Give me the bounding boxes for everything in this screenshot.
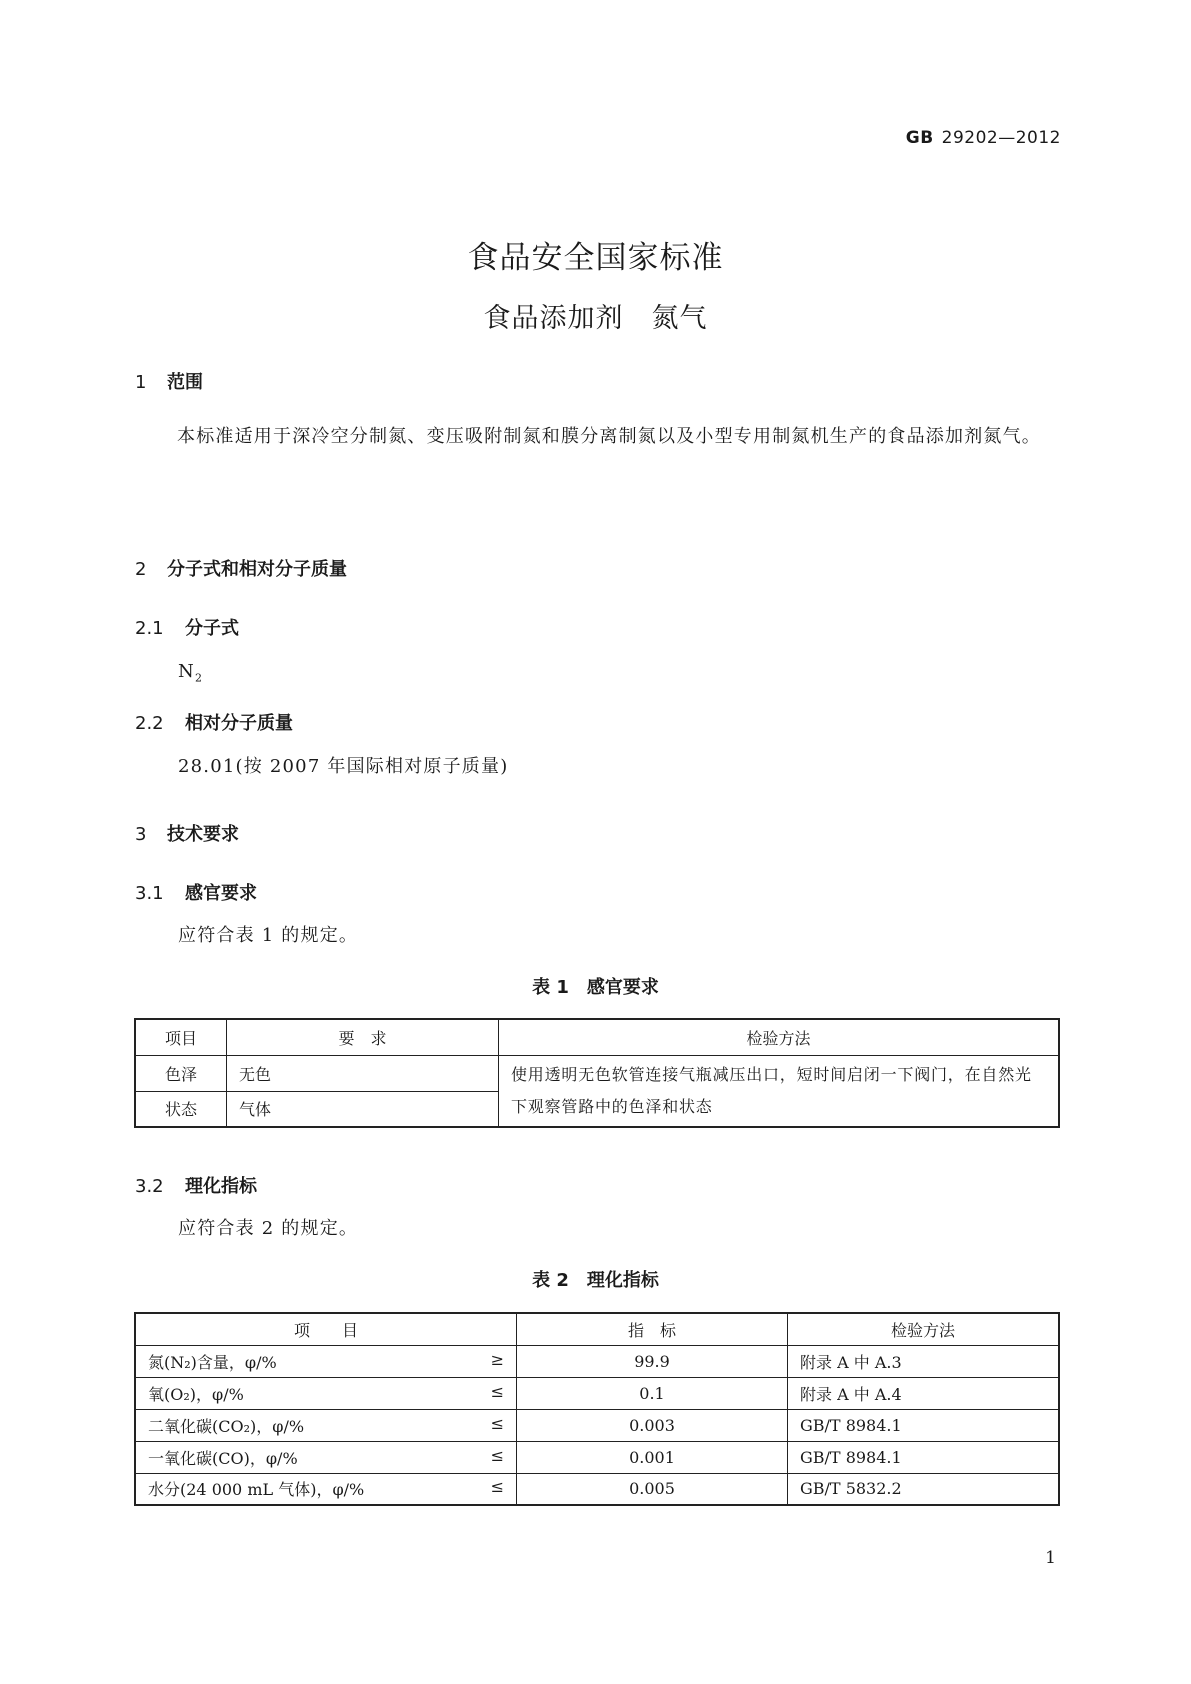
row-method: GB/T 8984.1 [788,1409,1060,1441]
row-item-label: 二氧化碳(CO₂)，φ/% [148,1416,305,1436]
section-number: 2.2 [135,713,164,734]
physicochemical-table [134,1312,1060,1506]
row-item [135,1441,517,1473]
standard-subtitle: 食品添加剂 氮气 [483,303,708,334]
table-row [135,1409,1059,1441]
header-item: 项 目 [135,1313,517,1345]
row-condition: ≤ [490,1477,504,1497]
table2-caption: 表 2 理化指标 [532,1270,659,1291]
row-item [135,1409,517,1441]
header-index: 指 标 [517,1313,788,1345]
row-method: GB/T 5832.2 [788,1473,1060,1505]
section-3-heading [135,820,239,846]
row-value: 0.1 [517,1377,788,1409]
row-requirement: 气体 [227,1091,499,1127]
row-condition: ≤ [490,1445,504,1465]
header-requirement: 要 求 [227,1019,499,1055]
row-item [135,1345,517,1377]
row-condition: ≤ [490,1413,504,1433]
row-item [135,1473,517,1505]
section-2-heading [135,555,347,581]
section-number: 2 [135,559,147,580]
section-2-2-heading [135,709,293,735]
row-requirement: 无色 [227,1055,499,1091]
row-value: 0.003 [517,1409,788,1441]
table-header-row [135,1019,1059,1055]
molecular-mass: 28.01(按 2007 年国际相对原子质量) [178,756,509,777]
document-code-prefix: GB [905,128,934,148]
standard-title: 食品安全国家标准 [467,240,724,276]
formula-subscript: 2 [194,671,204,685]
row-item-label: 氧(O₂)，φ/% [148,1384,244,1404]
row-item-label: 一氧化碳(CO)，φ/% [148,1448,298,1468]
table-row [135,1055,1059,1091]
row-method: GB/T 8984.1 [788,1441,1060,1473]
row-condition: ≤ [490,1381,504,1401]
section-title: 技术要求 [167,824,239,845]
page-number: 1 [1045,1548,1056,1568]
table1-reference: 应符合表 1 的规定。 [178,925,359,946]
table-row [135,1377,1059,1409]
section-2-1-heading [135,614,239,640]
sensory-requirements-table [134,1018,1060,1128]
molecular-formula [178,655,203,695]
document-code [906,128,1061,148]
document-code-number: 29202—2012 [941,128,1061,148]
header-method: 检验方法 [788,1313,1060,1345]
section-number: 3.2 [135,1176,164,1197]
row-value: 0.001 [517,1441,788,1473]
section-number: 1 [135,372,147,393]
table2-reference: 应符合表 2 的规定。 [178,1218,359,1239]
table-row [135,1345,1059,1377]
row-value: 0.005 [517,1473,788,1505]
section-title: 理化指标 [185,1176,257,1197]
row-item-label: 氮(N₂)含量，φ/% [148,1352,277,1372]
section-title: 感官要求 [185,883,257,904]
row-value: 99.9 [517,1345,788,1377]
row-method: 附录 A 中 A.4 [788,1377,1060,1409]
section-1-heading [135,368,203,394]
method-cell: 使用透明无色软管连接气瓶减压出口，短时间启闭一下阀门，在自然光下观察管路中的色泽和状态 [499,1055,1060,1127]
section-title: 范围 [167,372,203,393]
section-number: 3.1 [135,883,164,904]
section-title: 分子式 [185,618,239,639]
row-item [135,1377,517,1409]
row-item: 状态 [135,1091,227,1127]
row-item: 色泽 [135,1055,227,1091]
formula-element: N [178,661,195,682]
table-row [135,1473,1059,1505]
row-item-label: 水分(24 000 mL 气体)，φ/% [148,1480,365,1500]
table-header-row [135,1313,1059,1345]
row-condition: ≥ [490,1349,504,1369]
scope-paragraph: 本标准适用于深冷空分制氮、变压吸附制氮和膜分离制氮以及小型专用制氮机生产的食品添加剂氮气。 [177,426,1041,447]
header-method: 检验方法 [499,1019,1060,1055]
section-3-2-heading [135,1172,257,1198]
section-3-1-heading [135,879,257,905]
section-number: 3 [135,824,147,845]
table-row [135,1441,1059,1473]
section-number: 2.1 [135,618,164,639]
table1-caption: 表 1 感官要求 [532,977,659,998]
header-item: 项目 [135,1019,227,1055]
row-method: 附录 A 中 A.3 [788,1345,1060,1377]
section-title: 分子式和相对分子质量 [167,559,347,580]
section-title: 相对分子质量 [185,713,293,734]
